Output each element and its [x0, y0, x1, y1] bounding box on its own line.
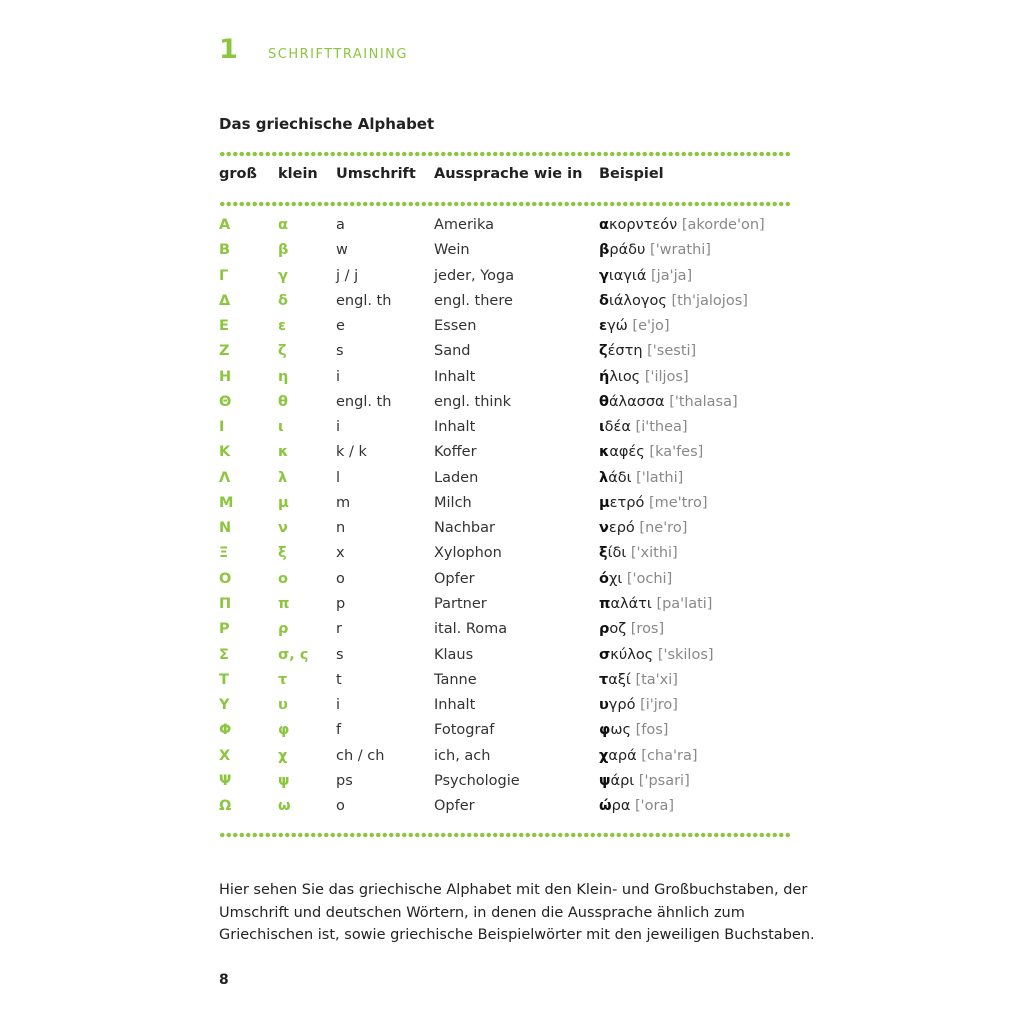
example-first-letter: δ [599, 292, 609, 309]
letter-upper: Κ [219, 444, 231, 461]
example-word [599, 744, 698, 769]
pronunciation-example: Inhalt [434, 419, 476, 436]
transliteration: i [336, 368, 341, 385]
letter-lower: δ [278, 292, 288, 309]
example-greek [599, 293, 667, 309]
letter-lower: μ [278, 494, 289, 511]
table-row [0, 516, 1024, 541]
pronunciation-example: Opfer [434, 570, 475, 587]
transliteration: e [336, 318, 345, 335]
example-first-letter: β [599, 242, 610, 259]
pronunciation-example: Wein [434, 242, 470, 259]
transliteration: s [336, 646, 344, 663]
letter-upper: Ι [219, 419, 225, 436]
example-first-letter: ξ [599, 545, 608, 562]
pronunciation-example: Essen [434, 318, 477, 335]
transliteration: t [336, 671, 342, 688]
example-transcription: ['ochi] [626, 570, 673, 587]
example-first-letter: μ [599, 494, 610, 511]
example-word [599, 567, 672, 592]
letter-lower: ε [278, 318, 287, 335]
example-word [599, 339, 696, 364]
table-row [0, 668, 1024, 693]
example-transcription: ['sesti] [647, 343, 697, 360]
table-row [0, 238, 1024, 263]
transliteration: x [336, 545, 345, 562]
pronunciation-example: Inhalt [434, 368, 476, 385]
example-greek [599, 545, 626, 561]
transliteration: engl. th [336, 393, 392, 410]
example-word [599, 541, 678, 566]
header-pronunciation: Aussprache wie in [434, 166, 583, 182]
letter-lower: ω [278, 798, 291, 815]
example-word [599, 289, 748, 314]
transliteration: ps [336, 772, 353, 789]
alphabet-table-body [0, 213, 1024, 819]
letter-upper: Η [219, 368, 232, 385]
example-word [599, 769, 690, 794]
example-first-letter: ή [599, 368, 610, 385]
example-word [599, 516, 687, 541]
example-first-letter: χ [599, 747, 609, 764]
letter-upper: Ε [219, 318, 229, 335]
transliteration: o [336, 570, 345, 587]
example-word [599, 617, 664, 642]
example-transcription: ['thalasa] [669, 393, 738, 410]
example-rest: ρα [611, 798, 631, 815]
example-word [599, 440, 703, 465]
pronunciation-example: Sand [434, 343, 471, 360]
transliteration: r [336, 621, 342, 638]
example-word [599, 466, 683, 491]
example-greek [599, 242, 645, 258]
example-rest: ετρό [609, 494, 645, 511]
header-lower: klein [278, 166, 318, 182]
example-first-letter: υ [599, 697, 609, 714]
example-transcription: [ne'ro] [639, 520, 688, 537]
letter-upper: Ο [219, 570, 232, 587]
example-rest: ιαγιά [608, 267, 647, 284]
example-first-letter: ώ [599, 798, 612, 815]
letter-lower: ι [278, 419, 284, 436]
pronunciation-example: Amerika [434, 217, 494, 233]
pronunciation-example: Inhalt [434, 697, 476, 714]
letter-upper: Λ [219, 469, 231, 486]
letter-lower: π [278, 595, 290, 612]
example-first-letter: ό [599, 570, 609, 587]
table-row [0, 213, 1024, 238]
example-first-letter: ν [599, 520, 609, 537]
example-rest: γρό [608, 697, 636, 714]
pronunciation-example: ich, ach [434, 747, 491, 764]
page-number: 8 [219, 972, 229, 988]
example-greek [599, 419, 631, 435]
letter-lower: ο [278, 570, 288, 587]
letter-lower: σ, ς [278, 646, 309, 663]
letter-lower: ν [278, 520, 288, 537]
example-word [599, 668, 678, 693]
example-word [599, 365, 689, 390]
example-rest: άδι [608, 469, 632, 486]
example-transcription: [i'thea] [635, 419, 688, 436]
example-first-letter: ι [599, 419, 605, 436]
example-transcription: ['skilos] [657, 646, 714, 663]
example-greek [599, 647, 653, 663]
table-header [0, 166, 1024, 186]
example-rest: δέα [604, 419, 631, 436]
letter-lower: η [278, 368, 289, 385]
transliteration: j / j [336, 267, 359, 284]
example-greek [599, 773, 634, 789]
example-greek [599, 268, 646, 284]
example-first-letter: ζ [599, 343, 608, 360]
example-transcription: [th'jalojos] [671, 292, 748, 309]
table-row [0, 390, 1024, 415]
example-transcription: ['ora] [634, 798, 675, 815]
example-rest: κορντεόν [608, 217, 678, 233]
example-transcription: [me'tro] [648, 494, 708, 511]
header-example: Beispiel [599, 166, 664, 182]
letter-upper: Ω [219, 798, 232, 815]
transliteration: i [336, 419, 341, 436]
letter-lower: κ [278, 444, 289, 461]
table-row [0, 592, 1024, 617]
example-greek [599, 318, 628, 334]
example-greek [599, 470, 632, 486]
table-row [0, 491, 1024, 516]
example-transcription: [ros] [630, 621, 665, 638]
example-first-letter: τ [599, 671, 609, 688]
letter-lower: θ [278, 393, 288, 410]
pronunciation-example: Nachbar [434, 520, 495, 537]
dotted-divider-header [219, 201, 792, 207]
transliteration: s [336, 343, 344, 360]
example-greek [599, 596, 652, 612]
example-word [599, 314, 670, 339]
table-row [0, 769, 1024, 794]
pronunciation-example: Laden [434, 469, 479, 486]
transliteration: ch / ch [336, 747, 385, 764]
letter-lower: υ [278, 697, 288, 714]
example-rest: ίδι [607, 545, 627, 562]
example-rest: άλασσα [608, 393, 665, 410]
example-transcription: [ja'ja] [651, 267, 693, 284]
table-row [0, 365, 1024, 390]
header-upper: groß [219, 166, 257, 182]
example-first-letter: κ [599, 444, 610, 461]
example-transcription: [cha'ra] [641, 747, 698, 764]
letter-upper: Μ [219, 494, 234, 511]
transliteration: l [336, 469, 341, 486]
example-transcription: [ta'xi] [635, 671, 678, 688]
transliteration: o [336, 798, 345, 815]
pronunciation-example: engl. there [434, 292, 513, 309]
example-word [599, 390, 738, 415]
example-greek [599, 748, 637, 764]
table-row [0, 693, 1024, 718]
pronunciation-example: Tanne [434, 671, 477, 688]
caption-text: Hier sehen Sie das griechische Alphabet mit den Klein- und Großbuchstaben, der Umschrift und deutschen Wörtern, in denen die Aussprache ähnlich zum Griechischen ist, sowie griechische Beispielwörter mit den jeweiligen Buchstaben. [219, 882, 815, 943]
letter-lower: τ [278, 671, 288, 688]
transliteration: p [336, 595, 346, 612]
example-rest: ερό [608, 520, 635, 537]
table-row [0, 718, 1024, 743]
example-rest: αξί [608, 671, 631, 688]
table-row [0, 466, 1024, 491]
pronunciation-example: Psychologie [434, 772, 520, 789]
letter-upper: Χ [219, 747, 231, 764]
transliteration: a [336, 217, 345, 233]
example-first-letter: ψ [599, 772, 611, 789]
pronunciation-example: jeder, Yoga [434, 267, 515, 284]
table-row [0, 314, 1024, 339]
example-first-letter: ρ [599, 621, 610, 638]
example-transcription: ['wrathi] [650, 242, 711, 259]
letter-upper: Θ [219, 393, 232, 410]
example-rest: γώ [607, 318, 628, 335]
example-rest: αρά [608, 747, 637, 764]
example-rest: ράδυ [609, 242, 646, 259]
letter-lower: α [278, 217, 288, 233]
example-word [599, 643, 714, 668]
transliteration: k / k [336, 444, 367, 461]
table-row [0, 541, 1024, 566]
example-transcription: [e'jo] [632, 318, 670, 335]
example-rest: αφές [609, 444, 645, 461]
table-row [0, 617, 1024, 642]
example-rest: χι [608, 570, 623, 587]
letter-lower: ψ [278, 772, 290, 789]
transliteration: m [336, 494, 351, 511]
section-title: Das griechische Alphabet [219, 115, 435, 133]
letter-lower: ρ [278, 621, 289, 638]
header-translit: Umschrift [336, 166, 416, 182]
letter-upper: Ψ [219, 772, 232, 789]
letter-upper: Σ [219, 646, 229, 663]
letter-upper: Π [219, 595, 232, 612]
chapter-title: SCHRIFTTRAINING [268, 47, 408, 62]
letter-upper: Τ [219, 671, 229, 688]
example-rest: λιος [609, 368, 641, 385]
example-word [599, 794, 674, 819]
letter-upper: Γ [219, 267, 229, 284]
letter-upper: Β [219, 242, 231, 259]
example-rest: άρι [610, 772, 635, 789]
example-first-letter: θ [599, 393, 609, 410]
letter-lower: λ [278, 469, 288, 486]
example-rest: οζ [609, 621, 627, 638]
example-first-letter: ε [599, 318, 608, 335]
letter-lower: β [278, 242, 289, 259]
example-greek [599, 394, 665, 410]
example-word [599, 415, 688, 440]
example-greek [599, 697, 635, 713]
letter-lower: ξ [278, 545, 287, 562]
example-transcription: [pa'lati] [656, 595, 713, 612]
transliteration: w [336, 242, 348, 259]
letter-upper: Ν [219, 520, 232, 537]
pronunciation-example: Milch [434, 494, 472, 511]
example-greek [599, 672, 631, 688]
pronunciation-example: Fotograf [434, 722, 495, 739]
example-transcription: [akorde'on] [681, 217, 765, 233]
example-transcription: [i'jro] [640, 697, 678, 714]
example-word [599, 491, 707, 516]
dotted-divider-top [219, 151, 792, 157]
example-first-letter: α [599, 217, 609, 233]
table-row [0, 643, 1024, 668]
transliteration: engl. th [336, 292, 392, 309]
example-first-letter: σ [599, 646, 611, 663]
example-first-letter: γ [599, 267, 609, 284]
pronunciation-example: Koffer [434, 444, 477, 461]
letter-upper: Ξ [219, 545, 229, 562]
letter-upper: Δ [219, 292, 231, 309]
letter-upper: Ρ [219, 621, 230, 638]
pronunciation-example: Xylophon [434, 545, 502, 562]
table-row [0, 744, 1024, 769]
example-transcription: [ka'fes] [649, 444, 704, 461]
example-rest: ως [610, 722, 631, 739]
example-word [599, 213, 765, 238]
example-greek [599, 722, 631, 738]
example-greek [599, 798, 630, 814]
transliteration: f [336, 722, 342, 739]
example-greek [599, 444, 645, 460]
letter-lower: φ [278, 722, 290, 739]
example-word [599, 592, 712, 617]
pronunciation-example: ital. Roma [434, 621, 508, 638]
example-rest: ιάλογος [608, 292, 667, 309]
table-row [0, 289, 1024, 314]
letter-lower: γ [278, 267, 288, 284]
example-greek [599, 343, 643, 359]
table-row [0, 415, 1024, 440]
example-word [599, 718, 668, 743]
example-transcription: ['xithi] [630, 545, 678, 562]
example-greek [599, 571, 622, 587]
letter-upper: Α [219, 217, 231, 233]
example-transcription: ['lathi] [636, 469, 684, 486]
transliteration: n [336, 520, 346, 537]
pronunciation-example: Partner [434, 595, 487, 612]
letter-lower: χ [278, 747, 288, 764]
example-rest: αλάτι [610, 595, 652, 612]
example-greek [599, 520, 635, 536]
example-transcription: ['psari] [638, 772, 690, 789]
pronunciation-example: Klaus [434, 646, 474, 663]
letter-upper: Ζ [219, 343, 230, 360]
example-greek [599, 495, 644, 511]
example-greek [599, 369, 640, 385]
table-row [0, 794, 1024, 819]
pronunciation-example: engl. think [434, 393, 512, 410]
example-first-letter: π [599, 595, 611, 612]
example-transcription: [fos] [635, 722, 669, 739]
example-rest: κύλος [610, 646, 654, 663]
example-greek [599, 621, 626, 637]
table-row [0, 440, 1024, 465]
letter-upper: Υ [219, 697, 230, 714]
chapter-number: 1 [219, 34, 238, 65]
example-word [599, 238, 711, 263]
table-row [0, 264, 1024, 289]
pronunciation-example: Opfer [434, 798, 475, 815]
example-first-letter: φ [599, 722, 611, 739]
example-word [599, 264, 692, 289]
table-row [0, 339, 1024, 364]
table-row [0, 567, 1024, 592]
transliteration: i [336, 697, 341, 714]
example-transcription: ['iljos] [644, 368, 689, 385]
letter-lower: ζ [278, 343, 287, 360]
example-word [599, 693, 678, 718]
example-first-letter: λ [599, 469, 609, 486]
letter-upper: Φ [219, 722, 232, 739]
example-greek [599, 217, 677, 233]
example-rest: έστη [607, 343, 643, 360]
dotted-divider-bottom [219, 832, 792, 838]
